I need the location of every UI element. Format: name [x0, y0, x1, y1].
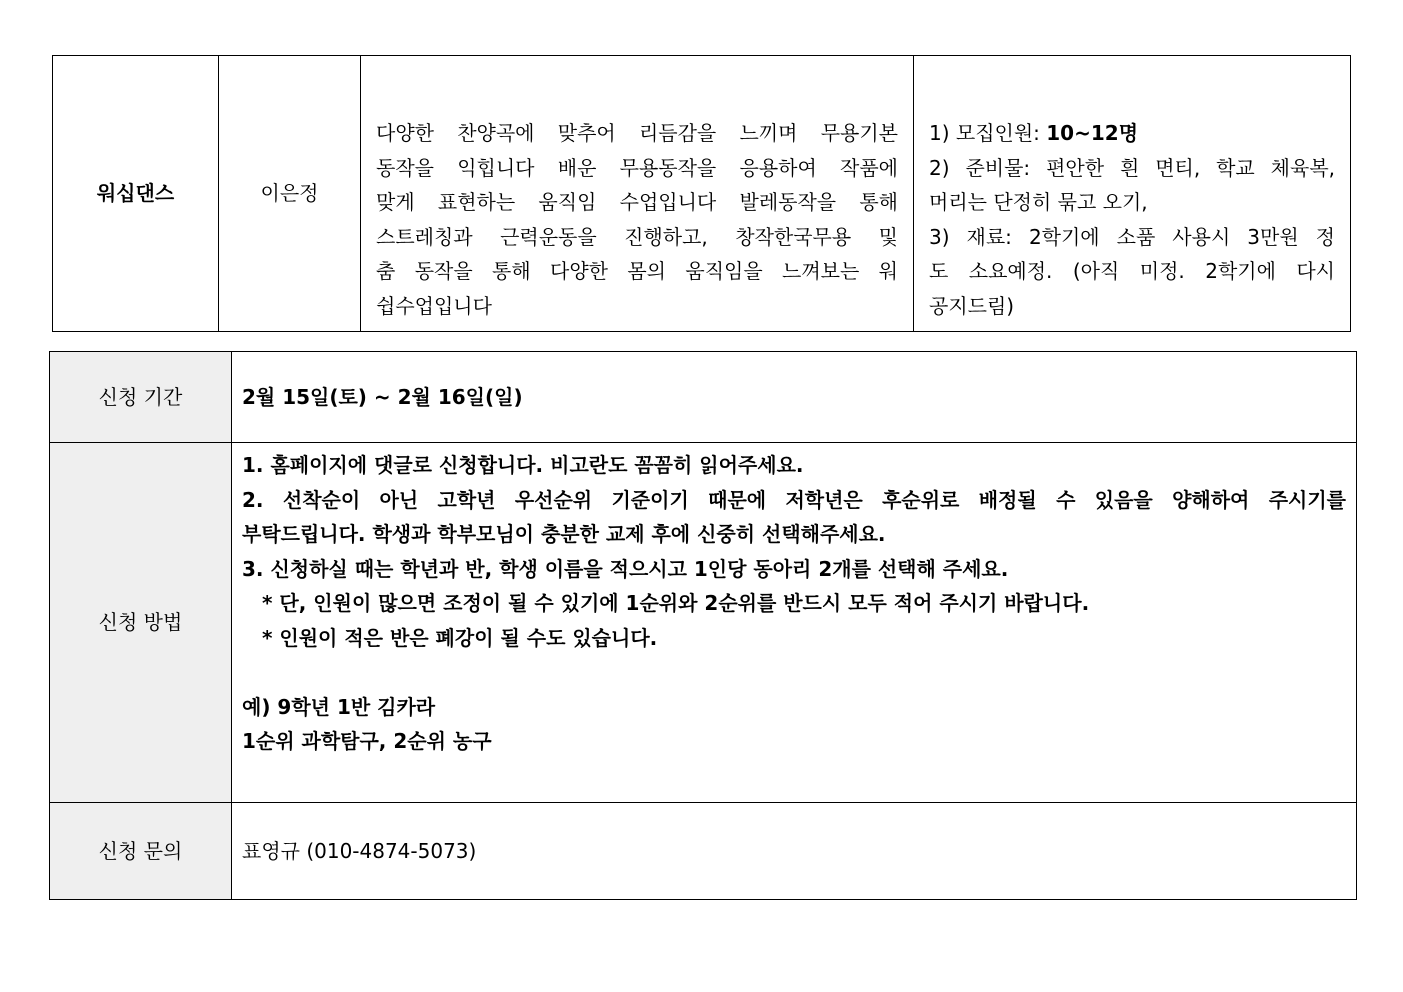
- note-line: 도 소요예정. (아직 미정. 2학기에 다시: [929, 259, 1335, 283]
- course-description: [361, 56, 914, 332]
- method-line: 2. 선착순이 아닌 고학년 우선순위 기준이기 때문에 저학년은 후순위로 배정될 수 있음을 양해하여 주시기를: [242, 487, 1346, 512]
- recruit-label: 1) 모집인원:: [929, 121, 1047, 145]
- spacer: [242, 655, 1346, 690]
- method-value: [232, 443, 1357, 803]
- course-name: 워십댄스: [53, 56, 219, 332]
- description-line: 동작을 익힙니다 배운 무용동작을 응용하여 작품에: [376, 155, 898, 180]
- method-note: * 단, 인원이 많으면 조정이 될 수 있기에 1순위와 2순위를 반드시 모두 적어 주시기 바랍니다.: [262, 591, 1090, 615]
- period-row: [50, 352, 1357, 443]
- method-row: [50, 443, 1357, 803]
- recruit-count: 10~12명: [1046, 121, 1139, 145]
- example-line: 예) 9학년 1반 김카라: [242, 694, 436, 719]
- method-line: 1. 홈페이지에 댓글로 신청합니다. 비고란도 꼼꼼히 읽어주세요.: [242, 453, 804, 477]
- method-line: 부탁드립니다. 학생과 학부모님이 충분한 교제 후에 신중히 선택해주세요.: [242, 522, 886, 546]
- note-line: 2) 준비물: 편안한 흰 면티, 학교 체육복,: [929, 155, 1335, 180]
- course-table: [52, 55, 1351, 332]
- description-line: 쉽수업입니다: [376, 293, 492, 318]
- course-teacher: 이은정: [219, 56, 361, 332]
- period-label: 신청 기간: [50, 352, 232, 443]
- note-line: 공지드림): [929, 293, 1015, 318]
- note-line: 머리는 단정히 묶고 오기,: [929, 190, 1148, 214]
- example-line: 1순위 과학탐구, 2순위 농구: [242, 729, 492, 753]
- description-line: 춤 동작을 통해 다양한 몸의 움직임을 느껴보는 워: [376, 259, 898, 283]
- description-line: 맞게 표현하는 움직임 수업입니다 발레동작을 통해: [376, 190, 898, 214]
- method-note: * 인원이 적은 반은 폐강이 될 수도 있습니다.: [262, 625, 658, 650]
- period-value: 2월 15일(토) ~ 2월 16일(일): [232, 352, 1357, 443]
- description-line: 다양한 찬양곡에 맞추어 리듬감을 느끼며 무용기본: [376, 121, 898, 145]
- contact-row: [50, 803, 1357, 900]
- method-label: 신청 방법: [50, 443, 232, 803]
- note-line: 3) 재료: 2학기에 소품 사용시 3만원 정: [929, 224, 1335, 249]
- note-line-recruit: [929, 116, 1335, 151]
- course-notes: [914, 56, 1351, 332]
- application-table: [49, 351, 1357, 900]
- contact-label: 신청 문의: [50, 803, 232, 900]
- course-row: [53, 56, 1351, 332]
- description-line: 스트레칭과 근력운동을 진행하고, 창작한국무용 및: [376, 224, 898, 249]
- contact-value: 표영규 (010-4874-5073): [232, 803, 1357, 900]
- method-line: 3. 신청하실 때는 학년과 반, 학생 이름을 적으시고 1인당 동아리 2개를 선택해 주세요.: [242, 556, 1009, 581]
